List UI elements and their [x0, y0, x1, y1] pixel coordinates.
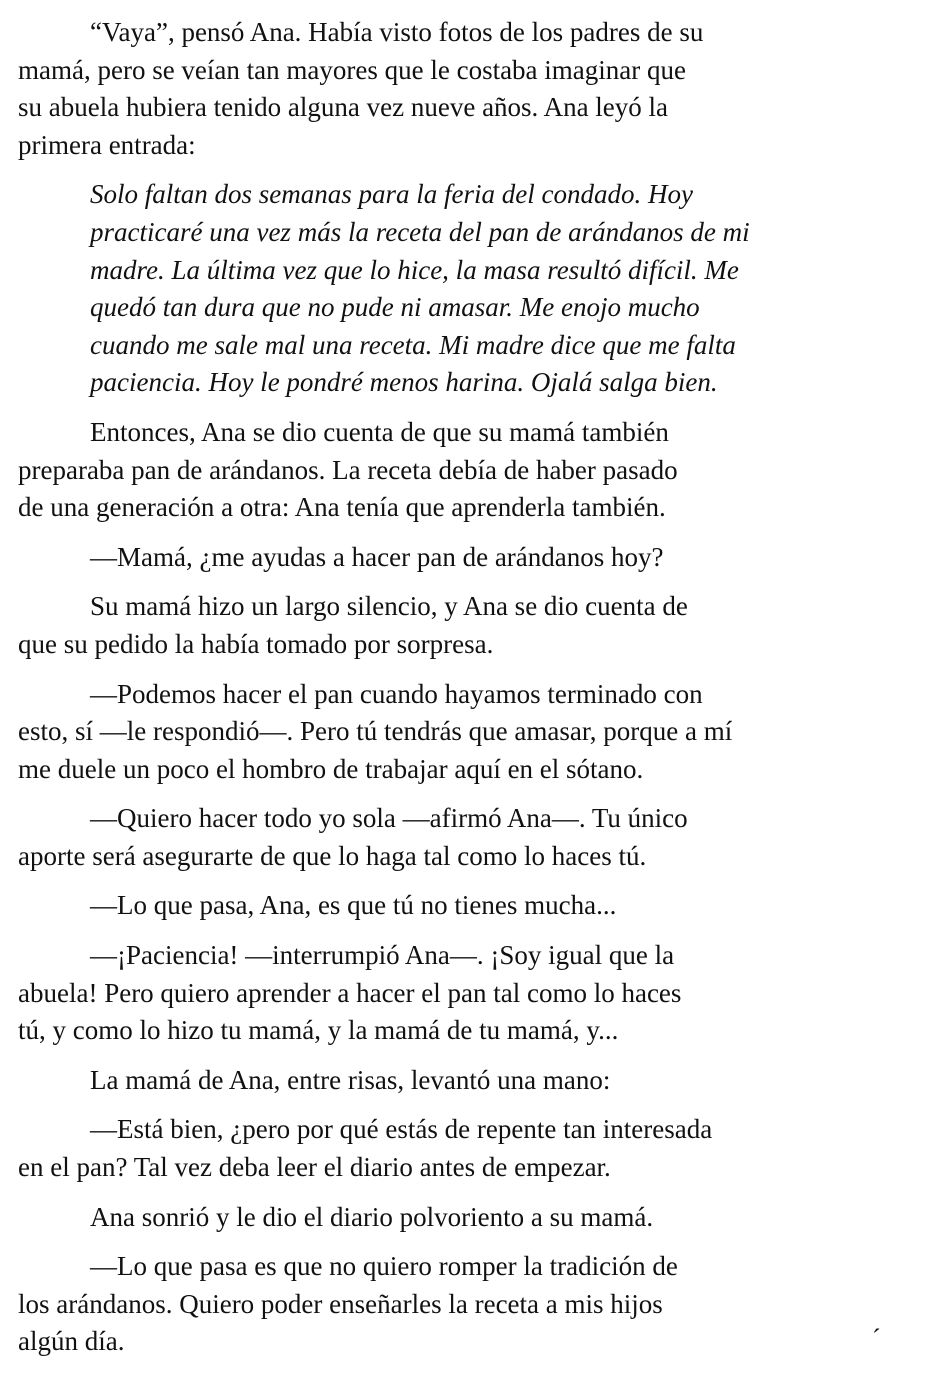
paragraph-2: Entonces, Ana se dio cuenta de que su mamá también preparaba pan de arándanos. La receta debía de haber pasado de una generación a otra: Ana tenía que aprenderla también. — [18, 416, 678, 523]
paragraph-3: Su mamá hizo un largo silencio, y Ana se dio cuenta de que su pedido la había tomado por sorpresa. — [18, 591, 688, 659]
dialogue-line-7: —Lo que pasa es que no quiero romper la tradición de los arándanos. Quiero poder enseñarles la receta a mis hijos algún día. — [18, 1251, 678, 1357]
cropped-glyph-mark: ´ — [872, 1324, 881, 1353]
paragraph-1: “Vaya”, pensó Ana. Había visto fotos de los padres de su mamá, pero se veían tan mayores que le costaba imaginar que su abuela hubiera tenido alguna vez nueve años. Ana leyó la primera entrada: — [18, 17, 704, 160]
dialogue-line-5: —¡Paciencia! —interrumpió Ana—. ¡Soy igual que la abuela! Pero quiero aprender a hacer el pan tal como lo haces tú, y como lo hizo tu mamá, y la mamá de tu mamá, y... — [18, 940, 682, 1046]
paragraph-4: La mamá de Ana, entre risas, levantó una mano: — [90, 1064, 611, 1095]
dialogue-line-2: —Podemos hacer el pan cuando hayamos terminado con esto, sí —le respondió—. Pero tú tendrás que amasar, porque a mí me duele un poco el hombro de trabajar aquí en el sótano. — [18, 678, 733, 784]
diary-entry-quote: Solo faltan dos semanas para la feria del condado. Hoy practicaré una vez más la receta del pan de arándanos de mi madre. La última vez que lo hice, la masa resultó difícil. Me quedó tan dura que no pude ni amasar. Me enojo mucho cuando me sale mal una receta. Mi madre dice que me falta paciencia. Hoy le pondré menos harina. Ojalá salga bien. — [90, 179, 750, 398]
dialogue-line-4: —Lo que pasa, Ana, es que tú no tienes mucha... — [90, 890, 617, 921]
dialogue-line-1: —Mamá, ¿me ayudas a hacer pan de arándanos hoy? — [90, 541, 664, 572]
story-page — [18, 14, 918, 1373]
paragraph-5: Ana sonrió y le dio el diario polvoriento a su mamá. — [90, 1201, 654, 1232]
dialogue-line-6: —Está bien, ¿pero por qué estás de repente tan interesada en el pan? Tal vez deba leer el diario antes de empezar. — [18, 1114, 713, 1183]
dialogue-line-3: —Quiero hacer todo yo sola —afirmó Ana—. Tu único aporte será asegurarte de que lo haga tal como lo haces tú. — [18, 803, 688, 871]
